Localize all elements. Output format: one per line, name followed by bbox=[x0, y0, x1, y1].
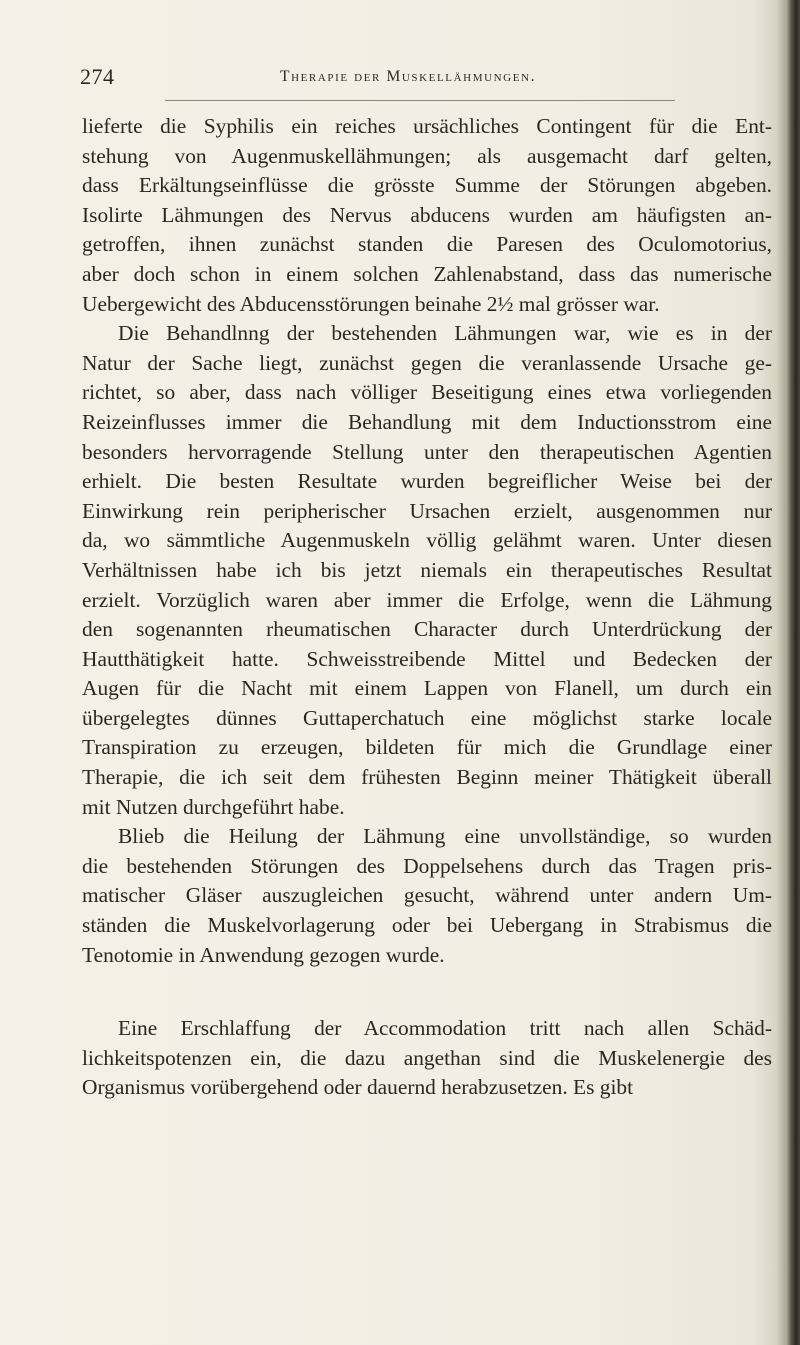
text-line: matischer Gläser auszugleichen gesucht, während unter andern Um- bbox=[82, 883, 772, 908]
text-line: Augen für die Nacht mit einem Lappen von Flanell, um durch ein bbox=[82, 676, 772, 701]
text-line: Uebergewicht des Abducensstörungen beinahe 2½ mal grösser war. bbox=[82, 291, 660, 316]
text-line: übergelegtes dünnes Guttaperchatuch eine möglichst starke locale bbox=[82, 705, 772, 730]
text-line: Organismus vorübergehend oder dauernd herabzusetzen. Es gibt bbox=[82, 1075, 634, 1100]
paragraph bbox=[82, 112, 772, 319]
text-line: Transpiration zu erzeugen, bildeten für mich die Grundlage einer bbox=[82, 735, 772, 760]
text-line: lichkeitspotenzen ein, die dazu angethan sind die Muskelenergie des bbox=[82, 1045, 772, 1070]
paragraph bbox=[82, 319, 772, 822]
page-number: 274 bbox=[80, 64, 115, 89]
text-line: aber doch schon in einem solchen Zahlenabstand, dass das numerische bbox=[82, 261, 772, 286]
paragraph-gap bbox=[82, 970, 772, 1014]
text-line: Die Behandlnng der bestehenden Lähmungen war, wie es in der bbox=[118, 321, 772, 346]
text-line: ständen die Muskelvorlagerung oder bei Uebergang in Strabismus die bbox=[82, 913, 772, 938]
text-line: richtet, so aber, dass nach völliger Beseitigung eines etwa vorliegenden bbox=[82, 380, 772, 405]
running-head: Therapie der Muskellähmungen. bbox=[280, 68, 537, 85]
page-header bbox=[80, 64, 770, 94]
text-line: die bestehenden Störungen des Doppelsehens durch das Tragen pris- bbox=[82, 853, 772, 878]
text-line: Tenotomie in Anwendung gezogen wurde. bbox=[82, 942, 445, 967]
text-line: Hautthätigkeit hatte. Schweisstreibende Mittel und Bedecken der bbox=[82, 646, 772, 671]
text-line: lieferte die Syphilis ein reiches ursächliches Contingent für die Ent- bbox=[82, 114, 772, 138]
text-line: den sogenannten rheumatischen Character durch Unterdrückung der bbox=[82, 617, 772, 642]
text-line: mit Nutzen durchgeführt habe. bbox=[82, 794, 345, 819]
text-line: Natur der Sache liegt, zunächst gegen die veranlassende Ursache ge- bbox=[82, 350, 772, 375]
text-line: erzielt. Vorzüglich waren aber immer die Erfolge, wenn die Lähmung bbox=[82, 587, 772, 612]
text-line: getroffen, ihnen zunächst standen die Paresen des Oculomotorius, bbox=[82, 232, 772, 257]
text-line: da, wo sämmtliche Augenmuskeln völlig gelähmt waren. Unter diesen bbox=[82, 528, 772, 553]
paragraph bbox=[82, 822, 772, 970]
header-rule bbox=[165, 100, 675, 101]
paragraph bbox=[82, 1014, 772, 1103]
text-line: Eine Erschlaffung der Accommodation tritt nach allen Schäd- bbox=[118, 1016, 772, 1041]
text-line: Therapie, die ich seit dem frühesten Beginn meiner Thätigkeit überall bbox=[82, 765, 772, 790]
text-line: erhielt. Die besten Resultate wurden begreiflicher Weise bei der bbox=[82, 469, 772, 494]
text-line: Reizeinflusses immer die Behandlung mit dem Inductionsstrom eine bbox=[82, 409, 772, 434]
text-line: stehung von Augenmuskellähmungen; als ausgemacht darf gelten, bbox=[82, 143, 772, 168]
text-line: Einwirkung rein peripherischer Ursachen erzielt, ausgenommen nur bbox=[82, 498, 772, 523]
text-line: dass Erkältungseinflüsse die grösste Summe der Störungen abgeben. bbox=[82, 173, 772, 198]
text-line: Verhältnissen habe ich bis jetzt niemals ein therapeutisches Resultat bbox=[82, 557, 772, 582]
text-line: Isolirte Lähmungen des Nervus abducens wurden am häufigsten an- bbox=[82, 202, 772, 227]
text-line: besonders hervorragende Stellung unter den therapeutischen Agentien bbox=[82, 439, 772, 464]
body-text bbox=[82, 112, 772, 1103]
book-spine-edge bbox=[786, 0, 800, 1345]
text-line: Blieb die Heilung der Lähmung eine unvollständige, so wurden bbox=[118, 824, 772, 849]
page-gutter-shadow bbox=[776, 0, 786, 1345]
